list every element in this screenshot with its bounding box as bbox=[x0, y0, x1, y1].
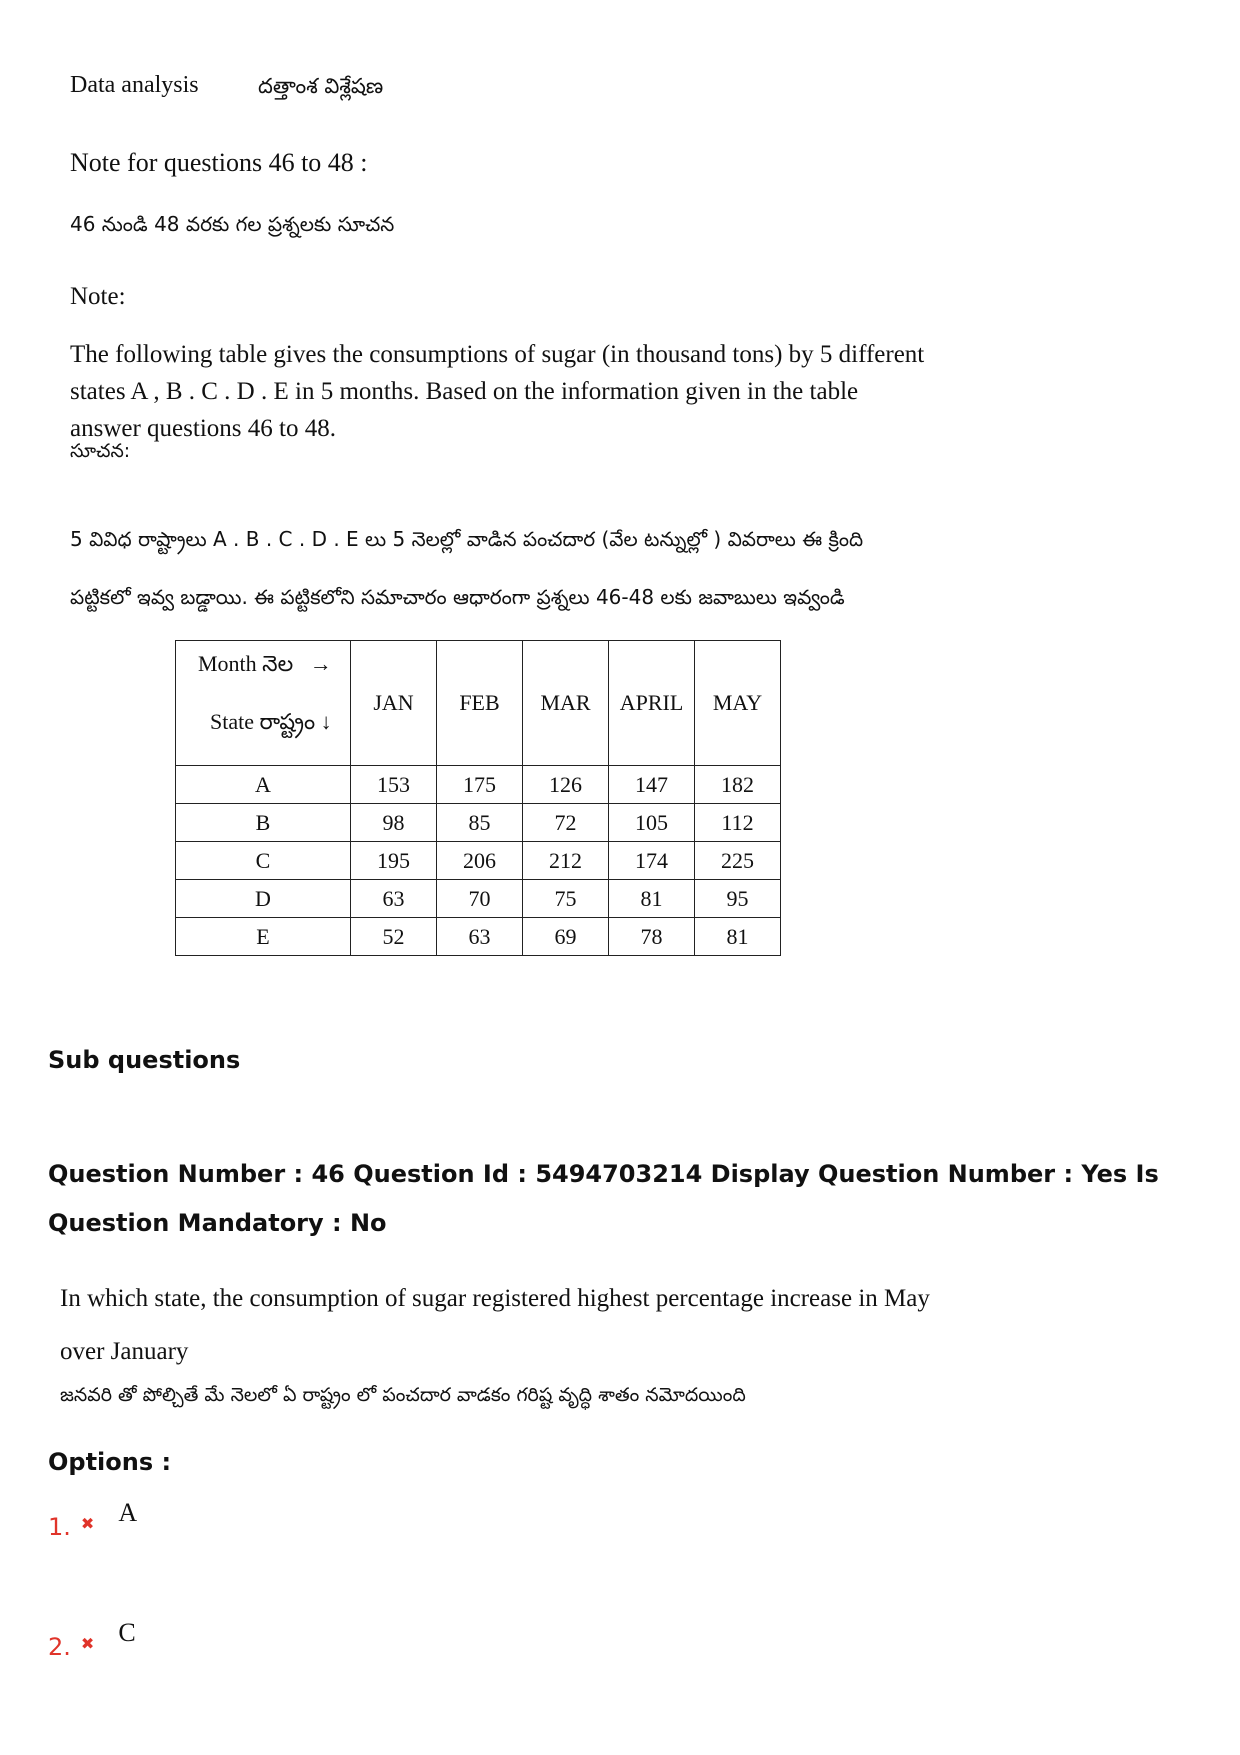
table-row bbox=[176, 918, 781, 956]
question-text-te: జనవరి తో పోల్చితే మే నెలలో ఏ రాష్ట్రం లో పంచదార వాడకం గరిష్ట వృద్ధి శాతం నమోదయింది bbox=[60, 1384, 746, 1406]
value-cell: 225 bbox=[695, 842, 781, 880]
corner-month-label: Month నెల → bbox=[198, 651, 332, 676]
month-header: MAR bbox=[523, 641, 609, 766]
value-cell: 212 bbox=[523, 842, 609, 880]
value-cell: 81 bbox=[695, 918, 781, 956]
option-item[interactable] bbox=[48, 1498, 138, 1542]
table-corner-cell bbox=[176, 641, 351, 766]
value-cell: 81 bbox=[609, 880, 695, 918]
value-cell: 206 bbox=[437, 842, 523, 880]
note-for-heading: Note for questions 46 to 48 : bbox=[70, 148, 368, 177]
note-text: The following table gives the consumptions of sugar (in thousand tons) by 5 different states A , B . C . D . E in 5 months. Based on the information given in the table answer questions 46 to 48. bbox=[70, 341, 925, 442]
table-row bbox=[176, 804, 781, 842]
state-cell: C bbox=[176, 842, 351, 880]
wrong-mark-icon: ✖ bbox=[80, 1514, 95, 1533]
month-header: FEB bbox=[437, 641, 523, 766]
month-header: APRIL bbox=[609, 641, 695, 766]
sugar-consumption-table bbox=[175, 640, 781, 956]
option-item[interactable] bbox=[48, 1618, 136, 1662]
value-cell: 174 bbox=[609, 842, 695, 880]
table-row bbox=[176, 880, 781, 918]
value-cell: 70 bbox=[437, 880, 523, 918]
state-cell: B bbox=[176, 804, 351, 842]
note-for-heading-te: 46 నుండి 48 వరకు గల ప్రశ్నలకు సూచన bbox=[70, 212, 395, 236]
month-header: JAN bbox=[351, 641, 437, 766]
down-arrow-icon: ↓ bbox=[320, 709, 332, 734]
corner-state-label: State రాష్ట్రం ↓ bbox=[210, 709, 332, 734]
question-text: In which state, the consumption of sugar registered highest percentage increase in May over January bbox=[60, 1285, 930, 1365]
value-cell: 63 bbox=[351, 880, 437, 918]
value-cell: 72 bbox=[523, 804, 609, 842]
section-title-te: దత్తాంశ విశ్లేషణ bbox=[258, 74, 384, 98]
state-cell: A bbox=[176, 766, 351, 804]
options-heading: Options : bbox=[48, 1448, 172, 1476]
option-value: A bbox=[118, 1498, 138, 1527]
section-title-en: Data analysis bbox=[70, 72, 199, 98]
table-header-row bbox=[176, 641, 781, 766]
value-cell: 126 bbox=[523, 766, 609, 804]
right-arrow-icon: → bbox=[309, 651, 332, 676]
note-text-te: 5 వివిధ రాష్ట్రాలు A . B . C . D . E లు 5 నెలల్లో వాడిన పంచదార (వేల టన్నుల్లో ) వివరాలు ఈ క్రింది పట్టికలో ఇవ్వ బడ్డాయి. ఈ పట్టికలోని సమాచారం ఆధారంగా ప్రశ్నలు 46-48 లకు జవాబులు ఇవ్వండి bbox=[70, 527, 864, 609]
note-label-te: సూచన: bbox=[70, 440, 131, 462]
table-row bbox=[176, 842, 781, 880]
value-cell: 95 bbox=[695, 880, 781, 918]
option-number: 1. bbox=[48, 1513, 71, 1541]
value-cell: 112 bbox=[695, 804, 781, 842]
month-header: MAY bbox=[695, 641, 781, 766]
option-value: C bbox=[118, 1618, 136, 1647]
value-cell: 98 bbox=[351, 804, 437, 842]
option-number: 2. bbox=[48, 1633, 71, 1661]
value-cell: 69 bbox=[523, 918, 609, 956]
value-cell: 78 bbox=[609, 918, 695, 956]
note-label: Note: bbox=[70, 283, 126, 310]
value-cell: 195 bbox=[351, 842, 437, 880]
value-cell: 75 bbox=[523, 880, 609, 918]
table-row bbox=[176, 766, 781, 804]
sub-questions-heading: Sub questions bbox=[48, 1046, 241, 1074]
value-cell: 63 bbox=[437, 918, 523, 956]
value-cell: 175 bbox=[437, 766, 523, 804]
wrong-mark-icon: ✖ bbox=[80, 1634, 95, 1653]
question-meta: Question Number : 46 Question Id : 5494703214 Display Question Number : Yes Is Question Mandatory : No bbox=[48, 1160, 1159, 1237]
state-cell: E bbox=[176, 918, 351, 956]
value-cell: 85 bbox=[437, 804, 523, 842]
value-cell: 182 bbox=[695, 766, 781, 804]
value-cell: 147 bbox=[609, 766, 695, 804]
state-cell: D bbox=[176, 880, 351, 918]
value-cell: 52 bbox=[351, 918, 437, 956]
value-cell: 105 bbox=[609, 804, 695, 842]
value-cell: 153 bbox=[351, 766, 437, 804]
